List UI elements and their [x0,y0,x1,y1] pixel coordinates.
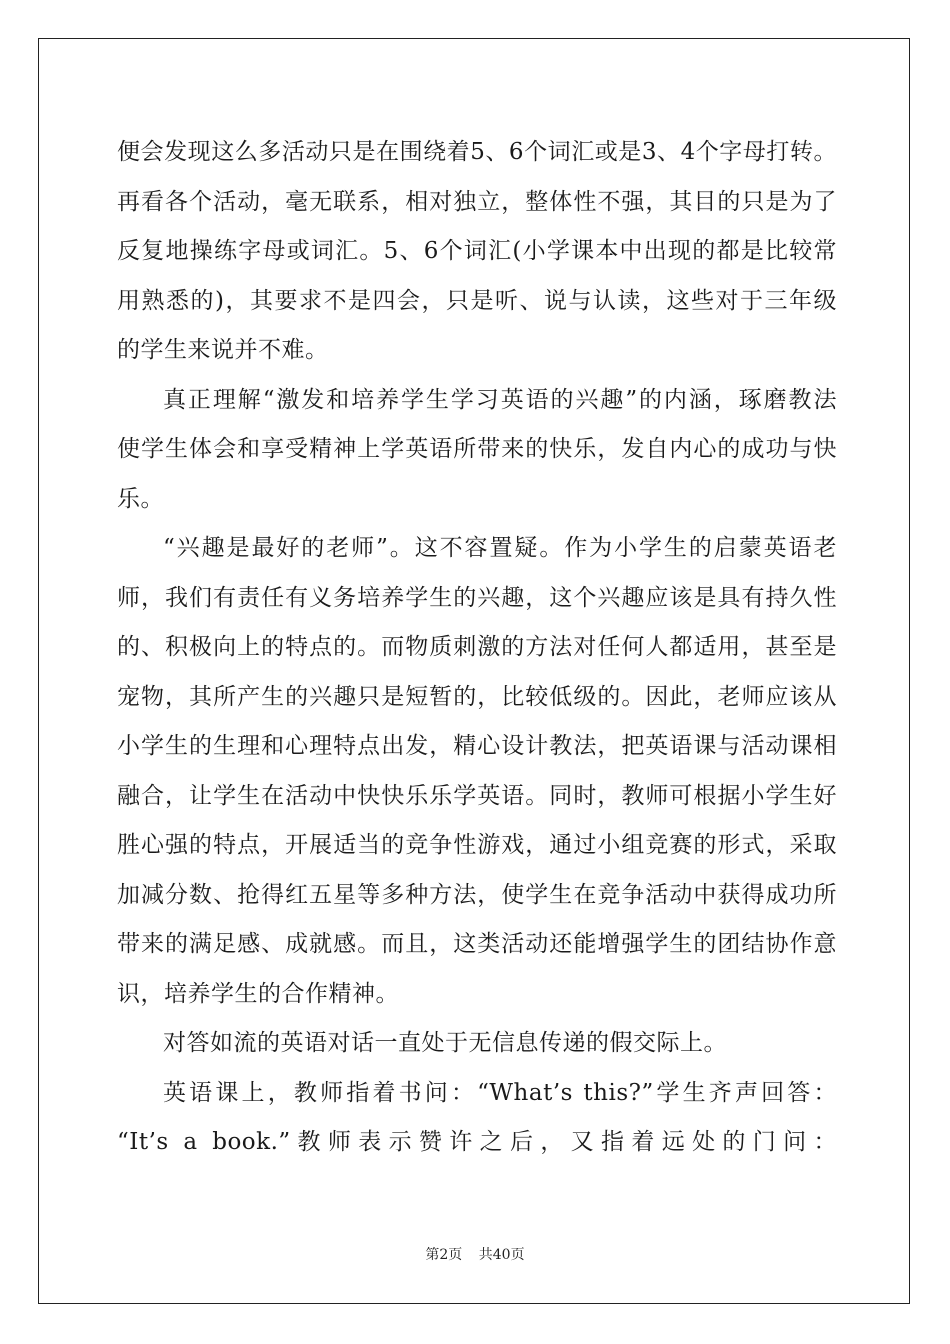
paragraph-line: 真正理解“激发和培养学生学习英语的兴趣”的内涵，琢磨教法 [163,386,837,413]
paragraph-line: 融合，让学生在活动中快快乐乐学英语。同时，教师可根据小学生好 [117,782,837,809]
paragraph-line: 识，培养学生的合作精神。 [117,980,399,1007]
paragraph-line: 英语课上，教师指着书问：“What’s this?”学生齐声回答： [163,1079,837,1106]
paragraph-line: 乐。 [117,485,164,512]
paragraph-line: 对答如流的英语对话一直处于无信息传递的假交际上。 [163,1030,727,1056]
paragraph-line: 小学生的生理和心理特点出发，精心设计教法，把英语课与活动课相 [117,733,837,759]
page-total: 共40页 [478,1247,525,1263]
paragraph-line: 宠物，其所产生的兴趣只是短暂的，比较低级的。因此，老师应该从 [117,683,837,710]
page-number: 第2页 [425,1247,463,1263]
paragraph-line: “It’s a book.”教师表示赞许之后，又指着远处的门问： [117,1129,837,1155]
page-footer [0,1244,950,1264]
paragraph-line: 带来的满足感、成就感。而且，这类活动还能增强学生的团结协作意 [117,931,837,957]
paragraph-line: 用熟悉的)，其要求不是四会，只是听、说与认读，这些对于三年级 [117,287,837,314]
paragraph-line: 再看各个活动，毫无联系，相对独立，整体性不强，其目的只是为了 [117,188,837,215]
paragraph-line: 反复地操练字母或词汇。5、6个词汇(小学课本中出现的都是比较常 [117,238,837,264]
paragraph-line: 师，我们有责任有义务培养学生的兴趣，这个兴趣应该是具有持久性 [117,584,837,611]
paragraph-line: 加减分数、抢得红五星等多种方法，使学生在竞争活动中获得成功所 [117,881,837,908]
paragraph-line: 胜心强的特点，开展适当的竞争性游戏，通过小组竞赛的形式，采取 [117,832,837,858]
paragraph-line: “兴趣是最好的老师”。这不容置疑。作为小学生的启蒙英语老 [163,535,837,561]
paragraph-line: 的学生来说并不难。 [117,337,329,363]
paragraph-line: 便会发现这么多活动只是在围绕着5、6个词汇或是3、4个字母打转。 [117,139,837,165]
paragraph-line: 的、积极向上的特点的。而物质刺激的方法对任何人都适用，甚至是 [117,634,837,660]
paragraph-line: 使学生体会和享受精神上学英语所带来的快乐，发自内心的成功与快 [117,436,837,462]
document-body [117,128,837,1168]
